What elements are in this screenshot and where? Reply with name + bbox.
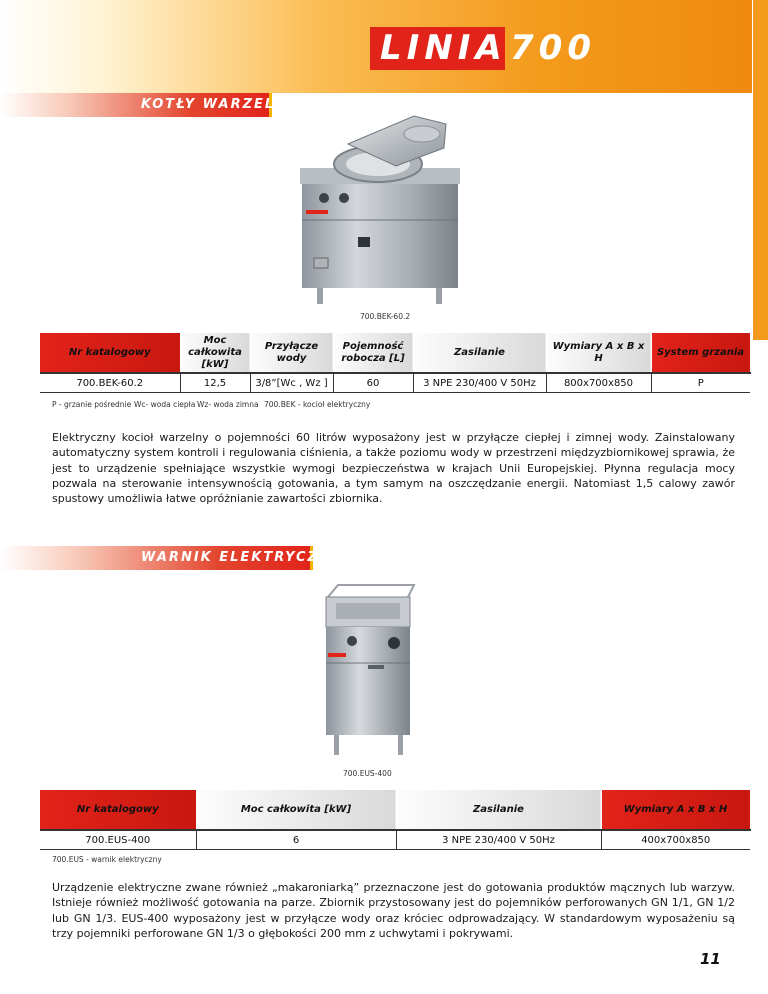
col-header-catalog: Nr katalogowy (40, 790, 196, 830)
col-header-supply: Zasilanie (413, 333, 546, 373)
col-header-heating: System grzania (651, 333, 750, 373)
cell-supply: 3 NPE 230/400 V 50Hz (396, 830, 601, 850)
section-title-kotly: KOTŁY WARZELNE (141, 97, 299, 112)
side-accent-strip (753, 0, 768, 340)
pasta-cooker-description: Urządzenie elektryczne zwane również „makaroniarką” przeznaczone jest do gotowania produktów mącznych lub warzyw. Istnieje również możliwość gotowania na parze. Zbiornik przystosowany jest do pojemników perforowanych GN 1/1, GN 1/2 lub GN 1/3. EUS-400 wyposażony jest w przyłącze wody oraz króciec odprowadzający. W standardowym wyposażeniu są trzy pojemniki perforowane GN 1/3 o głębokości 200 mm z uchwytami i pokrywami. (52, 881, 735, 940)
col-header-capacity: Pojemność robocza [L] (333, 333, 413, 373)
cell-catalog: 700.BEK-60.2 (40, 373, 180, 393)
cell-dimensions: 800x700x850 (546, 373, 651, 393)
cell-power: 6 (196, 830, 396, 850)
kettle-photo-caption: 700.BEK-60.2 (360, 312, 411, 321)
cell-catalog: 700.EUS-400 (40, 830, 196, 850)
pasta-cooker-photo-caption: 700.EUS-400 (343, 769, 392, 778)
kettle-description: Elektryczny kocioł warzelny o pojemności 60 litrów wyposażony jest w przyłącze ciepłej i zimnej wody. Zainstalowany automatyczny system kontroli i regulowania ciśnienia, a także poziomu wody w przestrzeni międzyzbiornikowej sprawia, że jest to urządzenie spełniające wszystkie wymogi bezpieczeństwa w krajach Unii Europejskiej. Płynna regulacja mocy pozwala na sterowanie intensywnością gotowania, a tym samym na oszczędzanie energii. Natomiast 1,5 calowy zawór spustowy umożliwia łatwe opróżnianie zawartości zbiornika. (52, 431, 735, 506)
kettle-spec-table (40, 333, 751, 393)
cell-water: 3/8”[Wc , Wz ] (250, 373, 333, 393)
page-number: 11 (700, 950, 721, 968)
cell-dimensions: 400x700x850 (601, 830, 750, 850)
cell-supply: 3 NPE 230/400 V 50Hz (413, 373, 546, 393)
col-header-power: Moc całkowita [kW] (180, 333, 250, 373)
legend-kettle: 700.BEK - kocioł elektryczny (264, 400, 371, 409)
col-header-water: Przyłącze wody (250, 333, 333, 373)
page-title-word: LINIA (380, 28, 507, 68)
cell-capacity: 60 (333, 373, 413, 393)
legend-warm-water: Wc- woda ciepła (134, 400, 196, 409)
col-header-supply: Zasilanie (396, 790, 601, 830)
col-header-power: Moc całkowita [kW] (196, 790, 396, 830)
cell-power: 12,5 (180, 373, 250, 393)
table-row (40, 373, 750, 393)
cell-heating: P (651, 373, 750, 393)
section-title-warnik: WARNIK ELEKTRYCZNY (141, 550, 344, 565)
legend-cold-water: Wz- woda zimna (197, 400, 259, 409)
pasta-cooker-spec-table (40, 790, 751, 850)
page-title-number: 700 (510, 28, 596, 68)
legend-indirect: P - grzanie pośrednie (52, 400, 132, 409)
col-header-catalog: Nr katalogowy (40, 333, 180, 373)
col-header-dimensions: Wymiary A x B x H (546, 333, 651, 373)
kettle-photo (286, 106, 471, 312)
col-header-dimensions: Wymiary A x B x H (601, 790, 750, 830)
legend-pasta-cooker: 700.EUS - warnik elektryczny (52, 855, 162, 864)
pasta-cooker-photo (318, 583, 418, 761)
table-row (40, 830, 750, 850)
